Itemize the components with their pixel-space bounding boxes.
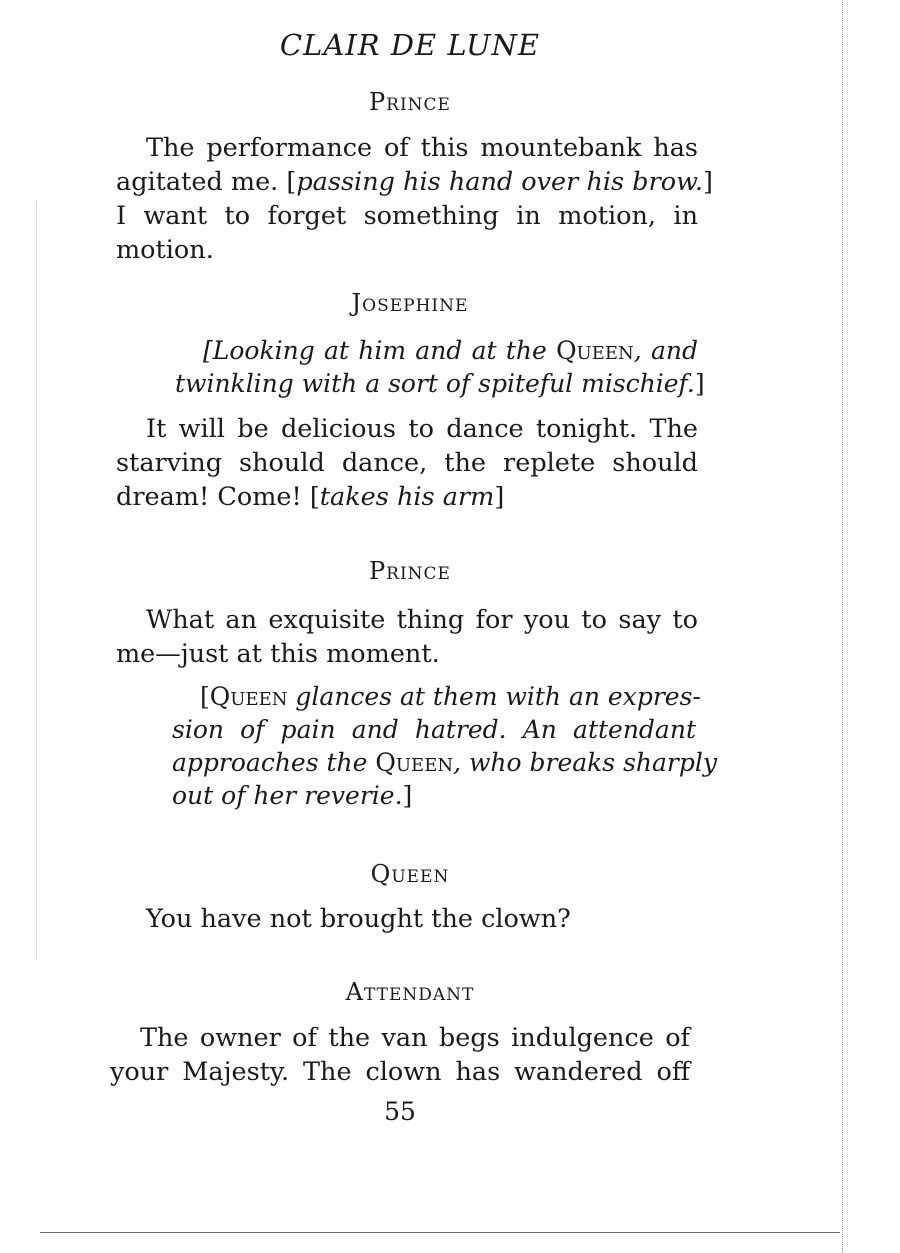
speech-line: me—just at this moment. (116, 639, 440, 669)
stage-line (172, 680, 701, 713)
speech-line: I want to forget something in motion, in (116, 201, 698, 231)
speaker-attendant: Attendant (345, 978, 475, 1006)
character-name: Queen (209, 682, 288, 711)
speech-queen (116, 902, 698, 936)
text-run: approaches the (172, 748, 376, 777)
speech-line: What an exquisite thing for you to say to (146, 605, 698, 635)
stage-direction-inline: passing his hand over his brow. (296, 167, 703, 197)
text-run: [ (200, 682, 210, 711)
speech-attendant (110, 1021, 690, 1089)
text-run: , who breaks sharply (453, 748, 717, 777)
text-run: ] (703, 167, 713, 197)
text-run: glances at them with an expres- (287, 682, 701, 711)
speaker-prince: Prince (369, 557, 451, 585)
stage-direction-josephine (175, 334, 705, 400)
stage-direction-queen (172, 680, 717, 812)
speech-line: starving should dance, the replete should (116, 448, 698, 478)
speaker-queen: Queen (370, 860, 450, 888)
text-run: [Looking at him and at the (203, 336, 557, 365)
character-name: Queen (375, 748, 454, 777)
stage-line (172, 746, 717, 779)
speech-line (116, 480, 698, 514)
text-run: dream! Come! [ (116, 482, 320, 512)
stage-line (175, 334, 698, 367)
text-run: ] (494, 482, 505, 512)
speech-line: your Majesty. The clown has wandered off (110, 1057, 690, 1087)
stage-line: sion of pain and hatred. An attendant (172, 715, 696, 744)
character-name: Queen (556, 336, 634, 365)
text-run: out of her reverie. (172, 781, 403, 810)
stage-line (175, 367, 705, 400)
speaker-josephine: Josephine (351, 289, 469, 317)
speech-josephine (116, 412, 698, 514)
speech-prince-1 (116, 131, 713, 267)
page-number: 55 (384, 1097, 416, 1126)
speech-line (116, 165, 713, 199)
speech-line: motion. (116, 235, 214, 265)
text-run: , and (633, 336, 699, 365)
speech-prince-2 (116, 603, 698, 671)
speech-line: The owner of the van begs indulgence of (140, 1023, 690, 1053)
speaker-prince: Prince (369, 88, 451, 116)
stage-direction-inline: takes his arm (319, 482, 495, 512)
text-run: twinkling with a sort of spiteful mischief. (175, 369, 695, 398)
text-run: agitated me. [ (116, 167, 297, 197)
running-head: CLAIR DE LUNE (279, 28, 541, 62)
scan-bottom-edge (40, 1232, 840, 1233)
stage-line (172, 779, 696, 812)
scan-edge-right (842, 0, 843, 1253)
text-run: ] (402, 781, 413, 810)
speech-line: You have not brought the clown? (146, 904, 571, 934)
text-run: ] (694, 369, 705, 398)
speech-line: The performance of this mountebank has (146, 133, 698, 163)
speech-line: It will be delicious to dance tonight. The (146, 414, 698, 444)
